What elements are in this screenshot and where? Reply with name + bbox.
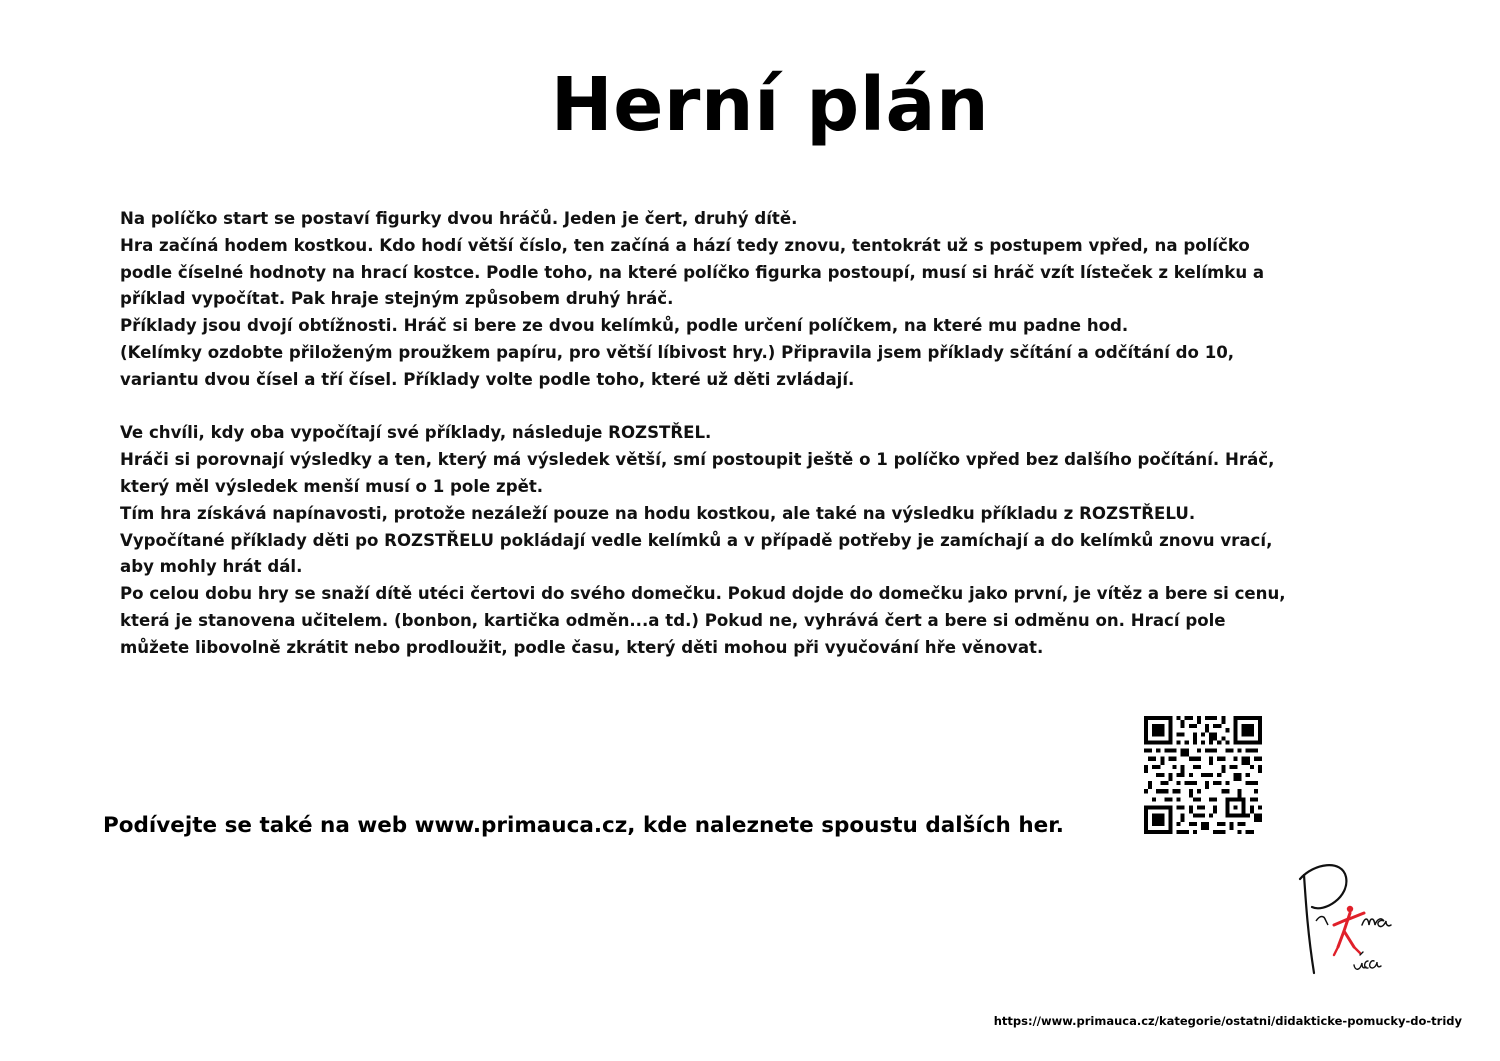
- rules-line: Po celou dobu hry se snaží dítě utéci čertovi do svého domečku. Pokud dojde do domečku jako první, je vítěz a bere si cenu,: [120, 584, 1286, 604]
- rules-line: aby mohly hrát dál.: [120, 557, 303, 577]
- page-title: Herní plán: [550, 62, 990, 148]
- footer-url[interactable]: https://www.primauca.cz/kategorie/ostatni/didakticke-pomucky-do-tridy: [993, 1014, 1462, 1028]
- rules-line: Vypočítané příklady děti po ROZSTŘELU pokládají vedle kelímků a v případě potřeby je zamíchají a do kelímků znovu vrací,: [120, 530, 1273, 550]
- paragraph-spacer: [120, 394, 1350, 421]
- rules-line: můžete libovolně zkrátit nebo prodloužit, podle času, který děti mohou při vyučování hře věnovat.: [120, 637, 1044, 657]
- rules-line: Ve chvíli, kdy oba vypočítají své příklady, následuje ROZSTŘEL.: [120, 423, 712, 443]
- qr-code-icon[interactable]: [1144, 716, 1262, 834]
- rules-line: Hráči si porovnají výsledky a ten, který má výsledek větší, smí postoupit ještě o 1 políčko vpřed bez dalšího počítání. Hráč,: [120, 450, 1275, 470]
- rules-line: která je stanovena učitelem. (bonbon, kartička odměn...a td.) Pokud ne, vyhrává čert a bere si odměnu on. Hrací pole: [120, 610, 1226, 630]
- rules-line: Na políčko start se postaví figurky dvou hráčů. Jeden je čert, druhý dítě.: [120, 209, 798, 228]
- game-rules-text: [120, 206, 1350, 662]
- rules-line: Příklady jsou dvojí obtížnosti. Hráč si bere ze dvou kelímků, podle určení políčkem, na které mu padne hod.: [120, 316, 1129, 336]
- rules-line: podle číselné hodnoty na hrací kostce. Podle toho, na které políčko figurka postoupí, musí si hráč vzít lísteček z kelímku a: [120, 262, 1265, 282]
- rules-line: který měl výsledek menší musí o 1 pole zpět.: [120, 476, 544, 496]
- rules-line: (Kelímky ozdobte přiloženým proužkem papíru, pro větší líbivost hry.) Připravila jsem příklady sčítání a odčítání do 10,: [120, 342, 1235, 362]
- rules-line: variantu dvou čísel a tří čísel. Příklady volte podle toho, které už děti zvládají.: [120, 369, 855, 389]
- website-call-to-action: Podívejte se také na web www.primauca.cz, kde naleznete spoustu dalších her.: [103, 813, 1064, 838]
- rules-line: Hra začíná hodem kostkou. Kdo hodí větší číslo, ten začíná a hází tedy znovu, tentokrát už s postupem vpřed, na políčko: [120, 235, 1250, 255]
- prima-uca-logo: [1294, 855, 1409, 980]
- rules-line: Tím hra získává napínavosti, protože nezáleží pouze na hodu kostkou, ale také na výsledku příkladu z ROZSTŘELU.: [120, 503, 1196, 523]
- rules-line: příklad vypočítat. Pak hraje stejným způsobem druhý hráč.: [120, 289, 674, 309]
